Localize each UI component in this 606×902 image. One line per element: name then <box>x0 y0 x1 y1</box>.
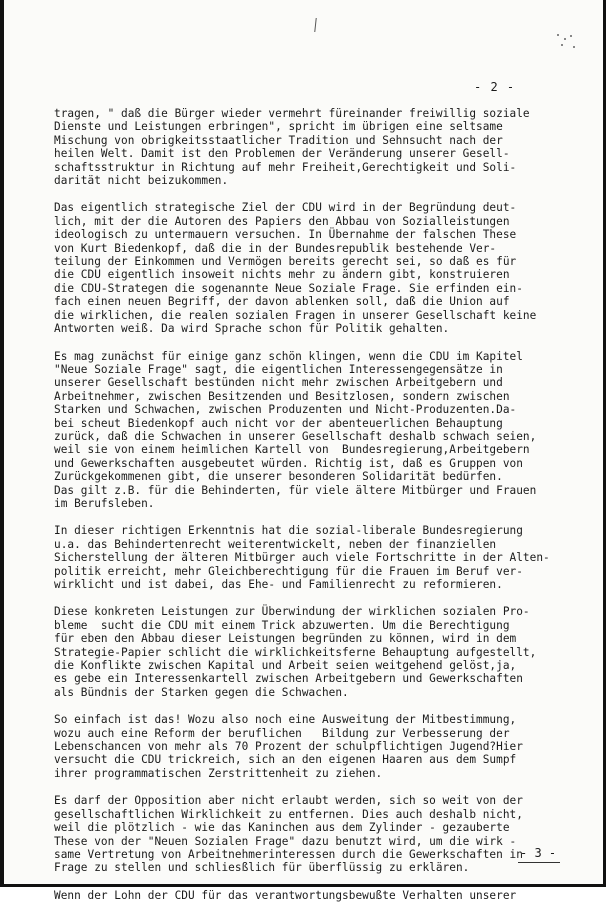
text-line: gesellschaftlichen Wirklichkeit zu entfernen. Dies auch deshalb nicht, <box>54 807 523 821</box>
text-line: die CDU eigentlich insoweit nichts mehr zu ändern gibt, konstruieren <box>54 268 510 282</box>
text-line: Es mag zunächst für einige ganz schön klingen, wenn die CDU im Kapitel <box>54 349 523 363</box>
text-line: lich, mit der die Autoren des Papiers den Abbau von Sozialleistungen <box>54 214 510 228</box>
text-line: Das eigentlich strategische Ziel der CDU wird in der Begründung deut- <box>54 201 517 215</box>
text-line: zurück, daß die Schwachen in unserer Gesellschaft deshalb schwach seien, <box>54 429 537 443</box>
text-line: Dienste und Leistungen erbringen", spricht im übrigen eine seltsame <box>54 120 503 134</box>
paragraph <box>54 713 564 780</box>
text-line: im Berufsleben. <box>54 496 155 510</box>
text-line: same Vertretung von Arbeitnehmerinteressen durch die Gewerkschaften in <box>54 847 523 861</box>
text-line: Antworten weiß. Da wird Sprache schon für Politik gehalten. <box>54 322 450 336</box>
paragraph <box>54 107 564 187</box>
text-line: Wenn der Lohn der CDU für das verantwortungsbewußte Verhalten unserer <box>54 888 517 902</box>
text-line: Strategie-Papier schlicht die wirklichkeitsferne Behauptung aufgestellt, <box>54 645 537 659</box>
text-line: In dieser richtigen Erkenntnis hat die sozial-liberale Bundesregierung <box>54 524 523 538</box>
text-line: teilung der Einkommen und Vermögen bereits gerecht sei, so daß es für <box>54 255 517 269</box>
text-line: fach einen neuen Begriff, der davon ablenken soll, daß die Union auf <box>54 295 510 309</box>
text-line: Diese konkreten Leistungen zur Überwindung der wirklichen sozialen Pro- <box>54 605 530 619</box>
text-line: wozu auch eine Reform der beruflichen Bildung zur Verbesserung der <box>54 726 510 740</box>
text-line: Mischung von obrigkeitsstaatlicher Tradition und Sehnsucht nach der <box>54 133 503 147</box>
text-line: bleme sucht die CDU mit einem Trick abzuwerten. Um die Berechtigung <box>54 618 510 632</box>
text-line: Sicherstellung der älteren Mitbürger auch viele Fortschritte in der Alten- <box>54 551 550 565</box>
punch-mark <box>314 18 322 32</box>
scan-edge-left <box>0 0 4 887</box>
text-line: die CDU-Strategen die sogenannte Neue Soziale Frage. Sie erfinden ein- <box>54 281 523 295</box>
paragraph <box>54 201 564 335</box>
paragraph <box>54 794 564 874</box>
page-number: - 2 - <box>474 80 516 94</box>
text-line: weil sie von einem heimlichen Kartell von Bundesregierung,Arbeitgebern <box>54 443 530 457</box>
text-line: u.a. das Behindertenrecht weiterentwickelt, neben der finanziellen <box>54 537 497 551</box>
text-line: wirklicht und ist dabei, das Ehe- und Familienrecht zu reformieren. <box>54 578 503 591</box>
text-line: schaftsstruktur in Richtung auf mehr Freiheit,Gerechtigkeit und Soli- <box>54 160 517 174</box>
text-line: ihrer programmatischen Zerstrittenheit zu ziehen. <box>54 766 383 780</box>
text-line: versucht die CDU trickreich, sich an den eigenen Haaren aus dem Sumpf <box>54 753 517 767</box>
paragraph <box>54 605 564 699</box>
text-line: ideologisch zu untermauern versuchen. In Übernahme der falschen These <box>54 228 517 242</box>
text-line: für eben den Abbau dieser Leistungen begründen zu können, wird in dem <box>54 632 517 646</box>
text-line: So einfach ist das! Wozu also noch eine Ausweitung der Mitbestimmung, <box>54 713 517 727</box>
text-line: die wirklichen, die realen sozialen Fragen in unserer Gesellschaft keine <box>54 308 537 322</box>
text-line: heilen Welt. Damit ist den Problemen der Veränderung unserer Gesell- <box>54 147 510 161</box>
body-text <box>54 107 564 902</box>
text-line: bei scheut Biedenkopf auch nicht vor der abenteuerlichen Behauptung <box>54 416 503 430</box>
next-page-marker: - 3 - <box>520 846 557 860</box>
text-line: von Kurt Biedenkopf, daß die in der Bundesrepublik bestehende Ver- <box>54 241 497 255</box>
text-line: Starken und Schwachen, zwischen Produzenten und Nicht-Produzenten.Da- <box>54 403 517 417</box>
text-line: die Konflikte zwischen Kapital und Arbeit seien weitgehend gelöst,ja, <box>54 659 517 673</box>
footer-underline <box>518 862 560 863</box>
text-line: Frage zu stellen und schliesßlich für überflüssig zu erklären. <box>54 861 470 875</box>
text-line: "Neue Soziale Frage" sagt, die eigentlichen Interessengegensätze in <box>54 362 503 376</box>
paragraph <box>54 350 564 511</box>
text-line: politik erreicht, mehr Gleichberechtigung für die Frauen im Beruf ver- <box>54 564 523 578</box>
text-line: tragen, " daß die Bürger wieder vermehrt füreinander freiwillig soziale <box>54 107 530 120</box>
scan-speckle <box>555 32 577 50</box>
text-line: Zurückgekommenen gibt, die unserer besonderen Solidarität bedürfen. <box>54 470 503 484</box>
text-line: These von der "Neuen Sozialen Frage" dazu benutzt wird, um die wirk - <box>54 834 517 848</box>
text-line: und Gewerkschaften ausgebeutet würden. Richtig ist, daß es Gruppen von <box>54 456 523 470</box>
paragraph <box>54 524 564 591</box>
text-line: es gebe ein Interessenkartell zwischen Arbeitgebern und Gewerkschaften <box>54 672 523 686</box>
paragraph <box>54 889 564 902</box>
text-line: darität nicht beizukommen. <box>54 174 229 188</box>
text-line: Arbeitnehmer, zwischen Besitzenden und Besitzlosen, sondern zwischen <box>54 389 510 403</box>
text-line: Lebenschancen von mehr als 70 Prozent der schulpflichtigen Jugend?Hier <box>54 740 523 754</box>
text-line: Es darf der Opposition aber nicht erlaubt werden, sich so weit von der <box>54 794 523 808</box>
text-line: Das gilt z.B. für die Behinderten, für viele ältere Mitbürger und Frauen <box>54 483 537 497</box>
text-line: als Bündnis der Starken gegen die Schwachen. <box>54 685 349 699</box>
text-line: unserer Gesellschaft bestünden nicht mehr zwischen Arbeitgebern und <box>54 376 503 390</box>
text-line: weil die plötzlich - wie das Kaninchen aus dem Zylinder - gezauberte <box>54 821 510 835</box>
